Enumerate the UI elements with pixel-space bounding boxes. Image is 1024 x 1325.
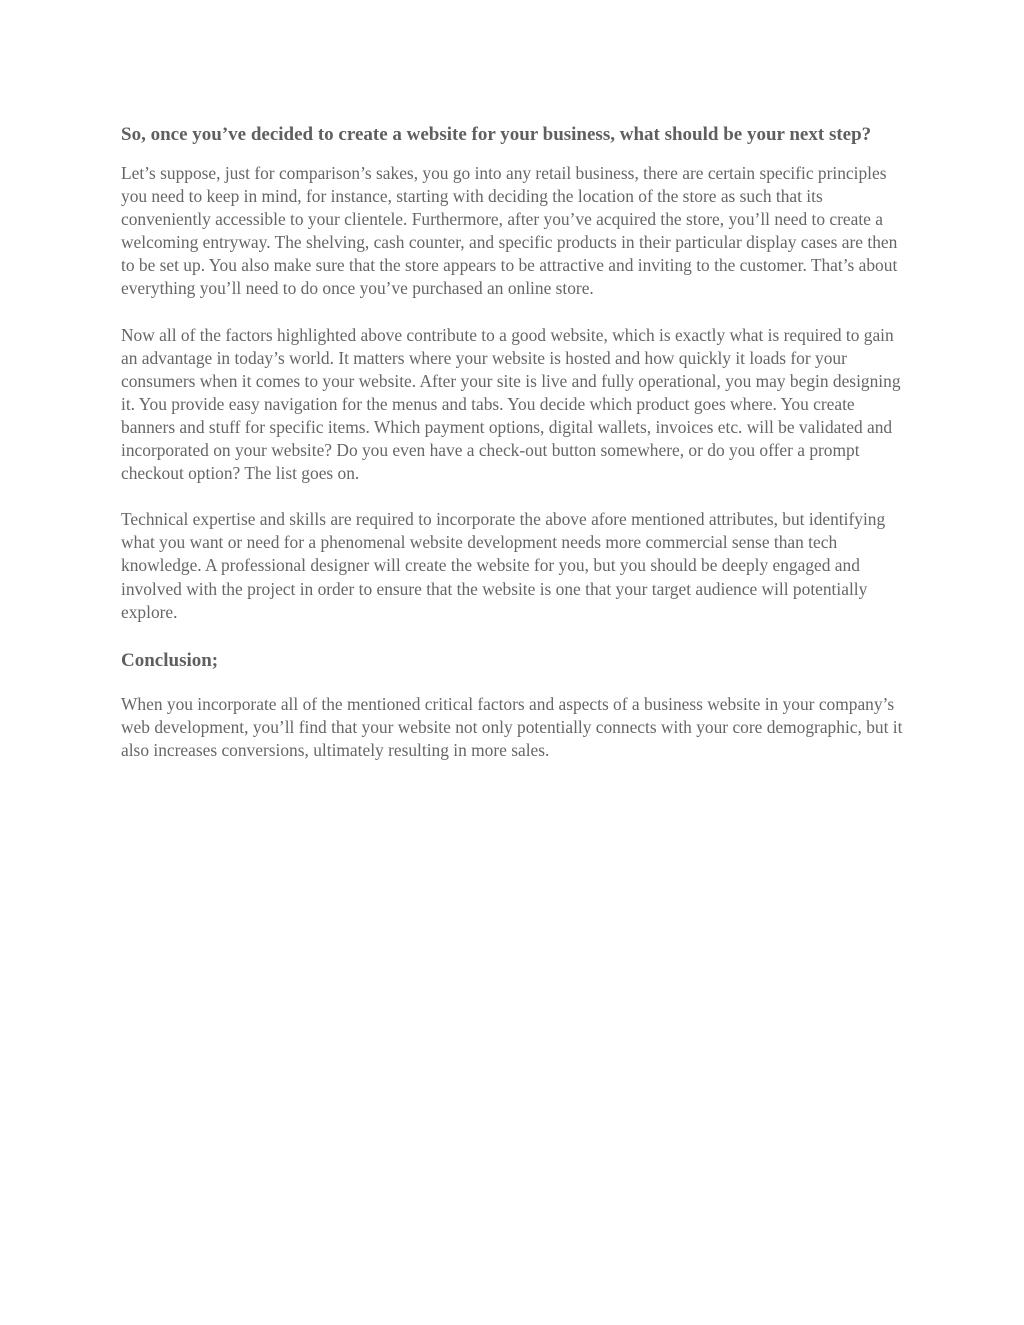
conclusion-paragraph: When you incorporate all of the mentioned critical factors and aspects of a business website in your company’s web development, you’ll find that your website not only potentially connects with your core demographic, but it also increases conversions, ultimately resulting in more sales. <box>121 693 903 760</box>
paragraph-retail-comparison: Let’s suppose, just for comparison’s sakes, you go into any retail business, there are certain specific principles you need to keep in mind, for instance, starting with deciding the location of the store as such that its conveniently accessible to your clientele. Furthermore, after you’ve acquired the store, you’ll need to create a welcoming entryway. The shelving, cash counter, and specific products in their particular display cases are then to be set up. You also make sure that the store appears to be attractive and inviting to the customer. That’s about everything you’ll need to do once you’ve purchased an online store. <box>121 163 898 299</box>
main-heading: So, once you’ve decided to create a website for your business, what should be your next step? <box>121 124 872 145</box>
conclusion-heading: Conclusion; <box>121 649 219 671</box>
paragraph-technical-expertise: Technical expertise and skills are required to incorporate the above afore mentioned attributes, but identifying what you want or need for a phenomenal website development needs more commercial sense than tech knowledge. A professional designer will create the website for you, but you should be deeply engaged and involved with the project in order to ensure that the website is one that your target audience will potentially explore. <box>121 509 886 622</box>
paragraph-website-factors: Now all of the factors highlighted above contribute to a good website, which is exactly what is required to gain an advantage in today’s world. It matters where your website is hosted and how quickly it loads for your consumers when it comes to your website. After your site is live and fully operational, you may begin designing it. You provide easy navigation for the menus and tabs. You decide which product goes where. You create banners and stuff for specific items. Which payment options, digital wallets, invoices etc. will be validated and incorporated on your website? Do you even have a check-out button somewhere, or do you offer a prompt checkout option? The list goes on. <box>121 324 901 484</box>
document-page <box>121 121 911 785</box>
